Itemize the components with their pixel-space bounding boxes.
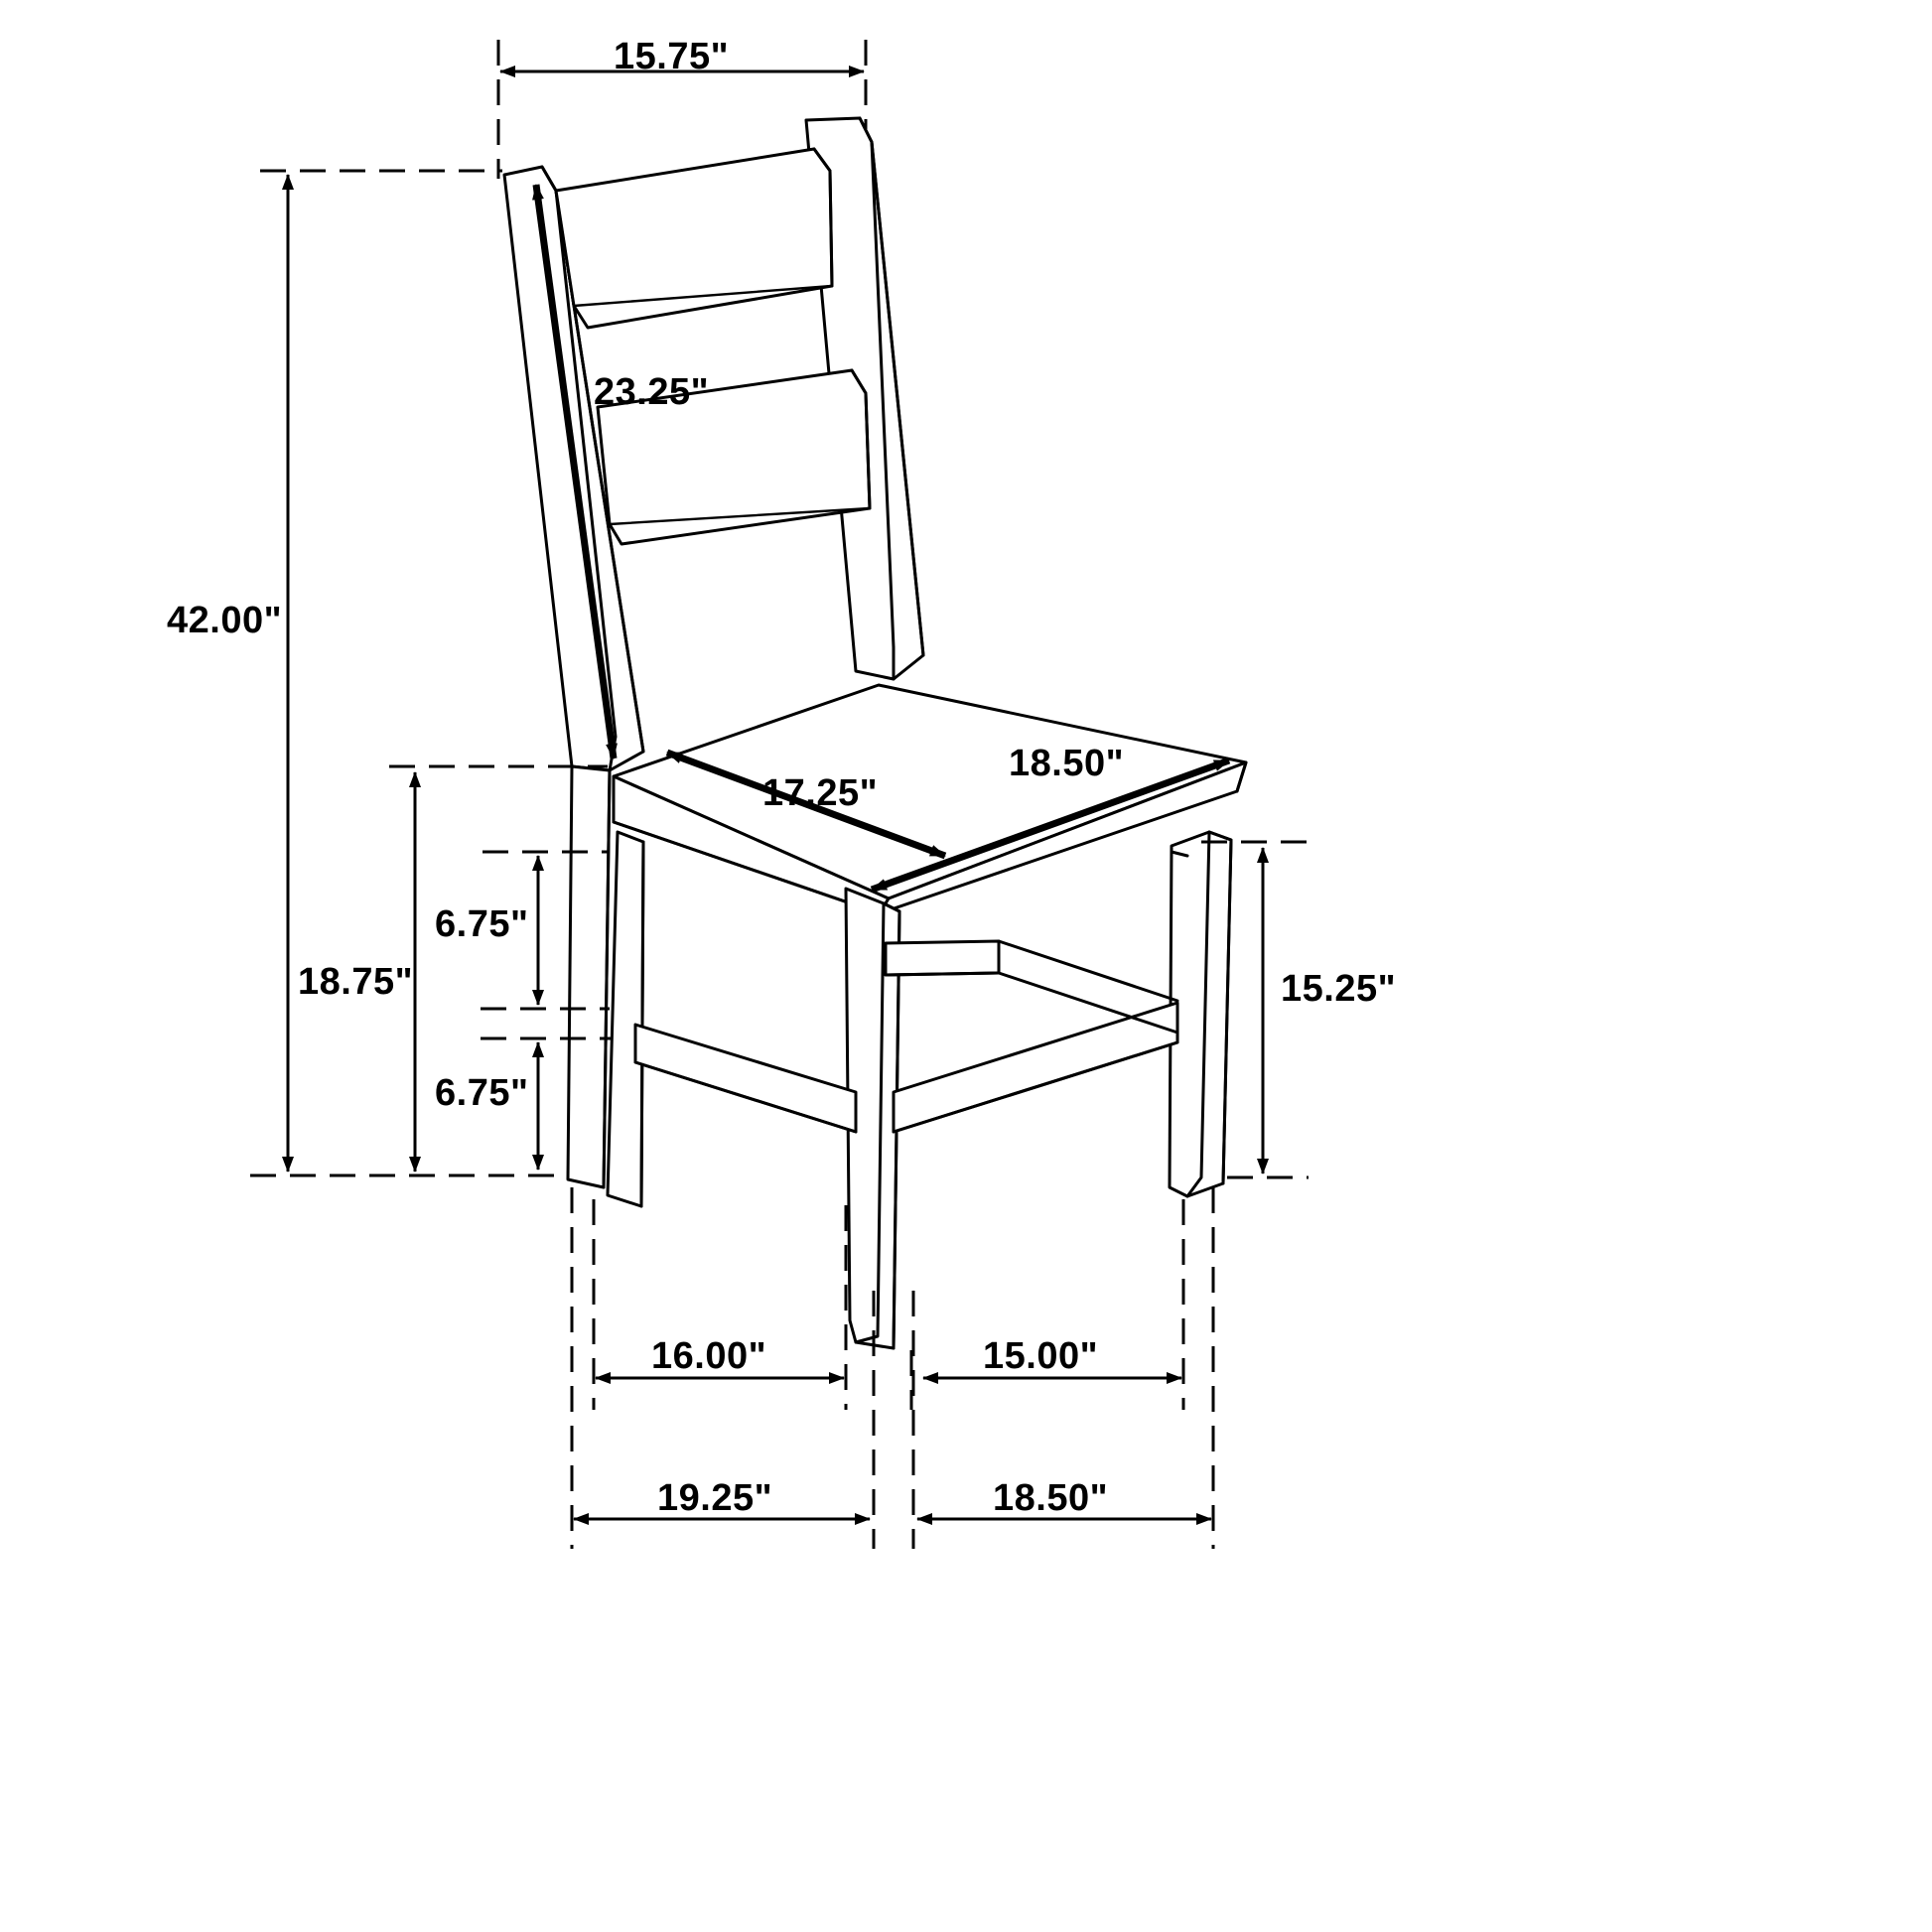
dimension-label-lower-rail-gap: 6.75" bbox=[435, 1072, 529, 1114]
dimension-label-overall-depth: 19.25" bbox=[657, 1477, 773, 1519]
dimension-label-overall-height: 42.00" bbox=[167, 600, 283, 641]
dimension-label-seat-height: 18.75" bbox=[298, 961, 414, 1003]
chair-outline bbox=[504, 118, 1246, 1348]
dimension-label-seat-depth: 17.25" bbox=[762, 772, 879, 814]
dimension-label-side-leg-span: 15.00" bbox=[983, 1335, 1099, 1377]
dimension-label-side-leg-height: 15.25" bbox=[1281, 968, 1397, 1010]
dimension-label-back-rest-height: 23.25" bbox=[594, 371, 710, 413]
dimension-label-overall-width: 18.50" bbox=[993, 1477, 1109, 1519]
dimension-label-back-width: 15.75" bbox=[614, 36, 730, 77]
dimension-label-front-leg-span: 16.00" bbox=[651, 1335, 767, 1377]
dimension-label-upper-rail-gap: 6.75" bbox=[435, 903, 529, 945]
dimension-label-seat-width: 18.50" bbox=[1009, 743, 1125, 784]
